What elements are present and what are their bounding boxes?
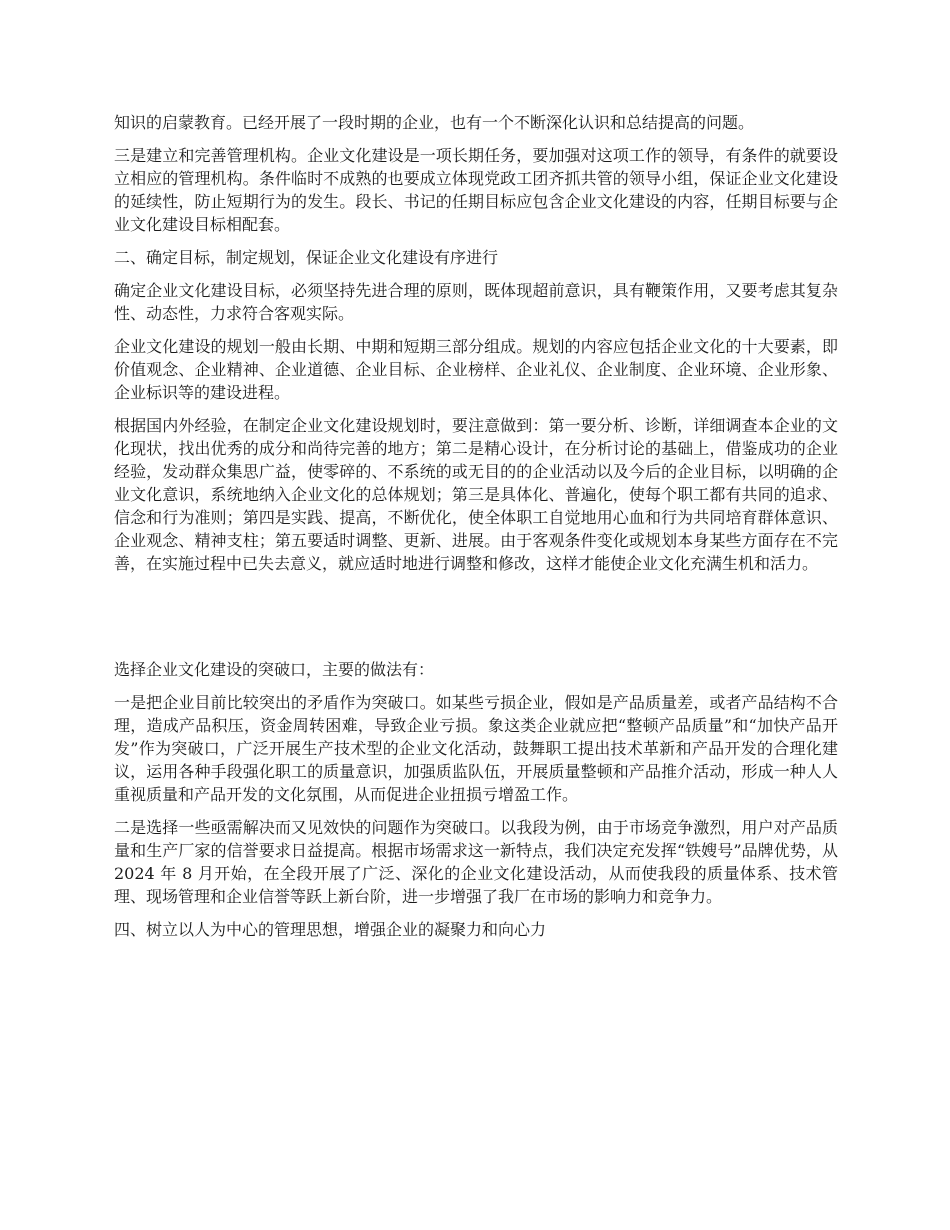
heading-section-two: 二、确定目标，制定规划，保证企业文化建设有序进行 [114,248,499,267]
paragraph-management-body: 三是建立和完善管理机构。企业文化建设是一项长期任务，要加强对这项工作的领导，有条件的就要设立相应的管理机构。条件临时不成熟的也要成立体现党政工团齐抓共管的领导小组，保证企业文化建设的延续性，防止短期行为的发生。段长、书记的任期目标应包含企业文化建设的内容，任期目标要与企业文化建设目标相配套。 [114,146,838,234]
paragraph-plan-elements: 企业文化建设的规划一般由长期、中期和短期三部分组成。规划的内容应包括企业文化的十大要素，即价值观念、企业精神、企业道德、企业目标、企业榜样、企业礼仪、企业制度、企业环境、企业形象、企业标识等的建设进程。 [114,337,838,402]
paragraph-goal-setting: 确定企业文化建设目标，必须坚持先进合理的原则，既体现超前意识，具有鞭策作用，又要考虑其复杂性、动态性，力求符合客观实际。 [114,281,838,323]
paragraph-breakthrough-one: 一是把企业目前比较突出的矛盾作为突破口。如某些亏损企业，假如是产品质量差，或者产品结构不合理，造成产品积压，资金周转困难，导致企业亏损。象这类企业就应把“整顿产品质量”和“加快产品开发”作为突破口，广泛开展生产技术型的企业文化活动，鼓舞职工提出技术革新和产品开发的合理化建议，运用各种手段强化职工的质量意识，加强质监队伍，开展质量整顿和产品推介活动，形成一种人人重视质量和产品开发的文化氛围，从而促进企业扭损亏增盈工作。 [114,693,838,804]
paragraph-breakthrough-intro: 选择企业文化建设的突破口，主要的做法有： [114,660,435,679]
paragraph-plan-steps: 根据国内外经验，在制定企业文化建设规划时，要注意做到：第一要分析、诊断，详细调查本企业的文化现状，找出优秀的成分和尚待完善的地方；第二是精心设计，在分析讨论的基础上，借鉴成功的企业经验，发动群众集思广益，使零碎的、不系统的或无目的的企业活动以及今后的企业目标，以明确的企业文化意识，系统地纳入企业文化的总体规划；第三是具体化、普遍化，使每个职工都有共同的追求、信念和行为准则；第四是实践、提高，不断优化，使全体职工自觉地用心血和行为共同培育群体意识、企业观念、精神支柱；第五要适时调整、更新、进展。由于客观条件变化或规划本身某些方面存在不完善，在实施过程中已失去意义，就应适时地进行调整和修改，这样才能使企业文化充满生机和活力。 [114,416,838,573]
heading-section-four: 四、树立以人为中心的管理思想，增强企业的凝聚力和向心力 [114,920,547,939]
paragraph-enlightenment: 知识的启蒙教育。已经开展了一段时期的企业，也有一个不断深化认识和总结提高的问题。 [114,113,755,132]
paragraph-breakthrough-two: 二是选择一些亟需解决而又见效快的问题作为突破口。以我段为例，由于市场竞争激烈，用户对产品质量和生产厂家的信誉要求日益提高。根据市场需求这一新特点，我们决定充发挥“铁嫂号”品牌优势，从 2024 年 8 月开始，在全段开展了广泛、深化的企业文化建设活动，从而使我段的质量体系、技术管理、现场管理和企业信誉等跃上新台阶，进一步增强了我厂在市场的影响力和竞争力。 [114,818,838,906]
document-page [114,111,838,951]
section-gap [114,585,838,658]
